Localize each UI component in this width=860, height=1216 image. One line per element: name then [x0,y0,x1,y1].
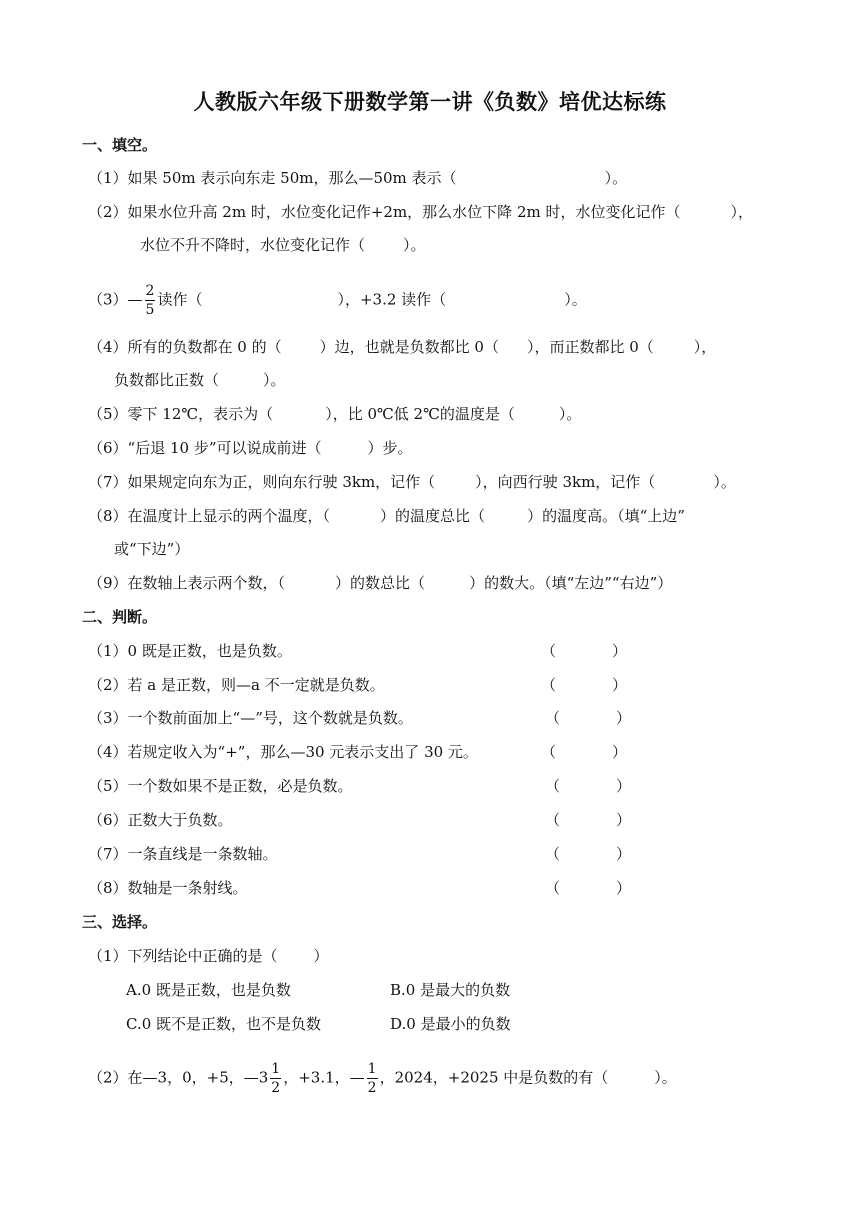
question-fill-3: （3）— $\frac{2}{5}$ 读作（ ），+3.2 读作（ ）。 [88,283,587,318]
judge-item-3: （3）一个数前面加上“—”号，这个数就是负数。 [88,709,413,727]
judge-answer-4[interactable]: （ ） [541,743,628,761]
fraction: $\frac{2}{5}$ [145,283,155,318]
question-fill-2-line1: （2）如果水位升高 2m 时，水位变化记作+2m，那么水位下降 2m 时，水位变化记作（ ）， [88,203,754,221]
choice-question-1: （1）下列结论中正确的是（ ） [88,947,329,965]
choice-option-b[interactable]: B.0 是最大的负数 [390,981,511,999]
judge-item-4: （4）若规定收入为“+”，那么—30 元表示支出了 30 元。 [88,743,478,761]
question-fill-9: （9）在数轴上表示两个数，（ ）的数总比（ ）的数大。（填“左边”“右边”） [88,574,673,592]
judge-answer-6[interactable]: （ ） [545,811,632,829]
fraction: $\frac{1}{2}$ [271,1061,281,1096]
choice-option-a[interactable]: A.0 既是正数，也是负数 [126,981,291,999]
question-fill-1: （1）如果 50m 表示向东走 50m，那么—50m 表示（ ）。 [88,169,628,187]
question-fill-8-line2: 或“下边”） [114,540,190,558]
question-fill-6: （6）“后退 10 步”可以说成前进（ ）步。 [88,439,413,457]
question-fill-4-line2: 负数都比正数（ ）。 [114,371,286,389]
question-fill-7: （7）如果规定向东为正，则向东行驶 3km，记作（ ），向西行驶 3km，记作（ ）。 [88,473,736,491]
question-fill-2-line2: 水位不升不降时，水位变化记作（ ）。 [140,236,426,254]
judge-item-8: （8）数轴是一条射线。 [88,879,248,897]
question-fill-5: （5）零下 12℃，表示为（ ），比 0℃低 2℃的温度是（ ）。 [88,405,582,423]
choice-question-2: （2）在—3，0，+5，—3 $\frac{1}{2}$ ，+3.1，— $\frac{1}{2}$ ，2024，+2025 中是负数的有（ ）。 [88,1061,677,1096]
section-heading-fill: 一、填空。 [82,136,158,154]
judge-item-5: （5）一个数如果不是正数，必是负数。 [88,777,353,795]
fraction: $\frac{1}{2}$ [367,1061,377,1096]
judge-answer-1[interactable]: （ ） [541,642,628,660]
judge-answer-2[interactable]: （ ） [541,676,628,694]
page-title: 人教版六年级下册数学第一讲《负数》培优达标练 [193,89,667,114]
section-heading-judge: 二、判断。 [82,608,158,626]
question-fill-8-line1: （8）在温度计上显示的两个温度，（ ）的温度总比（ ）的温度高。（填“上边” [88,507,685,525]
judge-answer-5[interactable]: （ ） [545,777,632,795]
judge-item-1: （1）0 既是正数，也是负数。 [88,642,292,660]
choice-option-c[interactable]: C.0 既不是正数，也不是负数 [126,1015,322,1033]
judge-item-2: （2）若 a 是正数，则—a 不一定就是负数。 [88,676,385,694]
question-fill-4-line1: （4）所有的负数都在 0 的（ ）边，也就是负数都比 0（ ），而正数都比 0（ ）， [88,338,717,356]
section-heading-choice: 三、选择。 [82,913,158,931]
judge-answer-7[interactable]: （ ） [545,845,632,863]
judge-item-7: （7）一条直线是一条数轴。 [88,845,278,863]
judge-item-6: （6）正数大于负数。 [88,811,233,829]
judge-answer-8[interactable]: （ ） [545,879,632,897]
judge-answer-3[interactable]: （ ） [545,709,632,727]
choice-option-d[interactable]: D.0 是最小的负数 [390,1015,511,1033]
